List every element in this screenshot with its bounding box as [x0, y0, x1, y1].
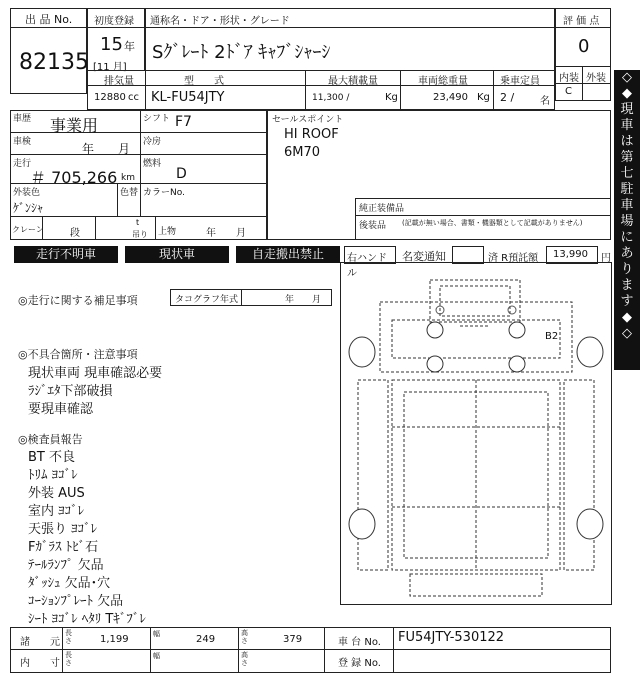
name-change-label: 名変通知 — [402, 250, 446, 263]
max-load-label: 最大積載量 — [328, 76, 378, 87]
report-9: ｺｰｼｮﾝﾌﾟﾚｰﾄ 欠品 — [28, 594, 124, 609]
defect-2: ﾗｼﾞｴﾀ下部破損 — [28, 384, 113, 399]
side-char: 七 — [620, 166, 634, 181]
mileage-label: 走行 — [13, 159, 32, 169]
upper-label: 上物 — [158, 227, 177, 237]
interior-score: C — [565, 86, 572, 97]
interior-label: 内装 — [559, 73, 579, 84]
side-char: ◆ — [622, 310, 632, 325]
max-load: 11,300 / — [312, 93, 350, 103]
side-char: ◆ — [622, 86, 632, 101]
gross-weight: 23,490 — [433, 92, 468, 103]
length-label: 長さ — [65, 629, 72, 645]
badge-as-is: 現状車 — [125, 246, 229, 263]
height-label: 高さ — [241, 629, 248, 645]
spec-label-row — [87, 70, 555, 86]
shift-label: シフト — [143, 114, 171, 124]
inspection-label: 車検 — [13, 137, 32, 147]
color-label: 外装色 — [13, 188, 41, 198]
height: 379 — [283, 634, 303, 645]
first-reg-year: 15 — [100, 34, 123, 55]
eval-cell — [555, 27, 611, 67]
tacho-date: 年 月 — [285, 295, 322, 305]
sales-point-2: 6M70 — [284, 145, 321, 160]
tacho-label: タコグラフ年式 — [175, 295, 239, 305]
history-label: 車歴 — [13, 114, 32, 124]
defect-1: 現状車両 現車確認必要 — [28, 366, 163, 381]
upper-date: 年 月 — [206, 228, 246, 239]
vehicle-name: Sｸﾞﾚｰﾄ 2ﾄﾞｱ ｷｬﾌﾞｼｬｰｼ — [152, 42, 331, 63]
side-char: 現 — [620, 102, 634, 117]
first-reg-month: [11 月] — [93, 62, 127, 73]
side-char: ◇ — [622, 326, 632, 341]
badge-mileage-unknown: 走行不明車 — [14, 246, 118, 263]
side-char: あ — [620, 246, 634, 261]
fuel-label: 燃料 — [143, 159, 162, 169]
gross-weight-label: 車両総重量 — [418, 76, 468, 87]
capacity: 2 / — [500, 91, 515, 104]
yen-label: 円 — [601, 253, 611, 264]
crane-hoist: 吊り — [132, 230, 148, 239]
spec-value-row — [87, 85, 555, 110]
recycle-amount: 13,990 — [553, 249, 588, 260]
first-reg-label-cell — [87, 8, 145, 28]
dim-label: 諸 元 — [20, 637, 60, 648]
color: ｹﾞﾝｼｬ — [13, 201, 44, 215]
reg-label: 登 録 No. — [338, 658, 381, 669]
side-char: ◇ — [622, 70, 632, 85]
inner-label: 内 寸 — [20, 658, 60, 669]
shift: F7 — [175, 114, 192, 130]
interior-score-cell — [555, 83, 583, 101]
chassis-no: FU54JTY-530122 — [398, 630, 505, 645]
recycle-label: 済 R預託額 — [488, 253, 539, 264]
crane-label: クレーン — [12, 225, 44, 234]
ac-label: 冷房 — [143, 137, 162, 147]
badge-no-self-drive: 自走搬出禁止 — [236, 246, 340, 263]
year-unit: 年 — [124, 40, 135, 53]
report-3: 外装 AUS — [28, 486, 85, 501]
retrofit-note: (記載が無い場合、書類・機器類として記載がありません) — [402, 219, 583, 227]
exterior-label-cell — [582, 66, 611, 84]
report-1: BT 不良 — [28, 450, 75, 465]
inspector-label: ◎検査員報告 — [18, 433, 83, 446]
report-7: ﾃｰﾙﾗﾝﾌﾟ 欠品 — [28, 558, 104, 573]
supp-label: ◎走行に関する補足事項 — [18, 294, 138, 307]
capacity-label: 乗車定員 — [500, 76, 540, 87]
side-notice — [614, 70, 640, 370]
defect-3: 要現車確認 — [28, 402, 94, 417]
truck-diagram — [340, 262, 612, 605]
inspection: 年 月 — [82, 142, 131, 156]
side-char: 第 — [620, 150, 634, 165]
exhibit-no-label: 出 品 No. — [25, 13, 73, 26]
mileage-unit: km — [121, 173, 135, 183]
exhibit-no: 82135 — [19, 50, 89, 75]
crane-stage: 段 — [70, 228, 80, 239]
sales-point-label: セールスポイント — [272, 115, 344, 125]
length: 1,199 — [100, 634, 129, 645]
color-change-label: 色替 — [120, 188, 139, 198]
report-10: ｼｰﾄ ﾖｺﾞﾚ ﾍﾀﾘ Tｷﾞﾌﾞﾚ — [28, 612, 146, 627]
chassis-label: 車 台 No. — [338, 637, 381, 648]
side-char: は — [620, 134, 634, 149]
color-no-label: カラーNo. — [143, 188, 185, 198]
displacement-label: 排気量 — [104, 76, 134, 87]
width-label: 幅 — [153, 630, 160, 638]
first-reg-cell — [87, 27, 145, 71]
side-char: 車 — [620, 198, 634, 213]
inner-length-label: 長さ — [65, 651, 72, 667]
inner-width-label: 幅 — [153, 652, 160, 660]
eval-label-cell — [555, 8, 611, 28]
tacho-box — [170, 289, 332, 306]
side-char: 場 — [620, 214, 634, 229]
mileage: ＃ 705,266 — [30, 168, 118, 187]
retrofit-label: 後装品 — [359, 221, 387, 231]
model: KL-FU54JTY — [151, 90, 225, 105]
exhibit-no-cell — [10, 27, 87, 94]
name-label: 通称名・ドア・形状・グレード — [150, 16, 290, 27]
side-char: り — [620, 262, 634, 277]
name-cell — [145, 27, 555, 71]
exterior-score-cell — [582, 83, 611, 101]
history: 事業用 — [50, 116, 99, 135]
max-load-unit: Kg — [385, 92, 398, 103]
side-char: す — [620, 294, 634, 309]
crane-ton: t — [136, 218, 140, 227]
report-2: ﾄﾘﾑ ﾖｺﾞﾚ — [28, 468, 78, 483]
side-char: 駐 — [620, 182, 634, 197]
fuel: D — [176, 166, 187, 182]
interior-label-cell — [555, 66, 583, 84]
handle: 右ハンドル — [347, 253, 387, 279]
inner-height-label: 高さ — [241, 651, 248, 667]
eval-label: 評 価 点 — [563, 16, 600, 27]
model-label: 型 式 — [184, 76, 224, 87]
capacity-unit: 名 — [540, 96, 550, 107]
report-4: 室内 ﾖｺﾞﾚ — [28, 504, 85, 519]
report-5: 天張り ﾖｺﾞﾚ — [28, 522, 98, 537]
exhibit-no-label-cell — [10, 8, 87, 28]
side-char: に — [620, 230, 634, 245]
report-6: Fｶﾞﾗｽ ﾄﾋﾞ石 — [28, 540, 99, 555]
sales-point-1: HI ROOF — [284, 127, 339, 142]
eval-score: 0 — [578, 36, 590, 57]
side-char: 車 — [620, 118, 634, 133]
side-char: ま — [620, 278, 634, 293]
damage-mark-b2: B2 — [545, 331, 559, 342]
displacement: 12880 — [94, 92, 126, 103]
name-label-cell — [145, 8, 555, 28]
gross-weight-unit: Kg — [477, 92, 490, 103]
displacement-unit: cc — [128, 92, 139, 103]
equipment-label: 純正装備品 — [359, 204, 405, 214]
exterior-label: 外装 — [586, 73, 606, 84]
width: 249 — [196, 634, 216, 645]
report-8: ﾀﾞｯｼｭ 欠品･穴 — [28, 576, 111, 591]
defect-label: ◎不具合箇所・注意事項 — [18, 348, 138, 361]
first-reg-label: 初度登録 — [94, 16, 134, 27]
